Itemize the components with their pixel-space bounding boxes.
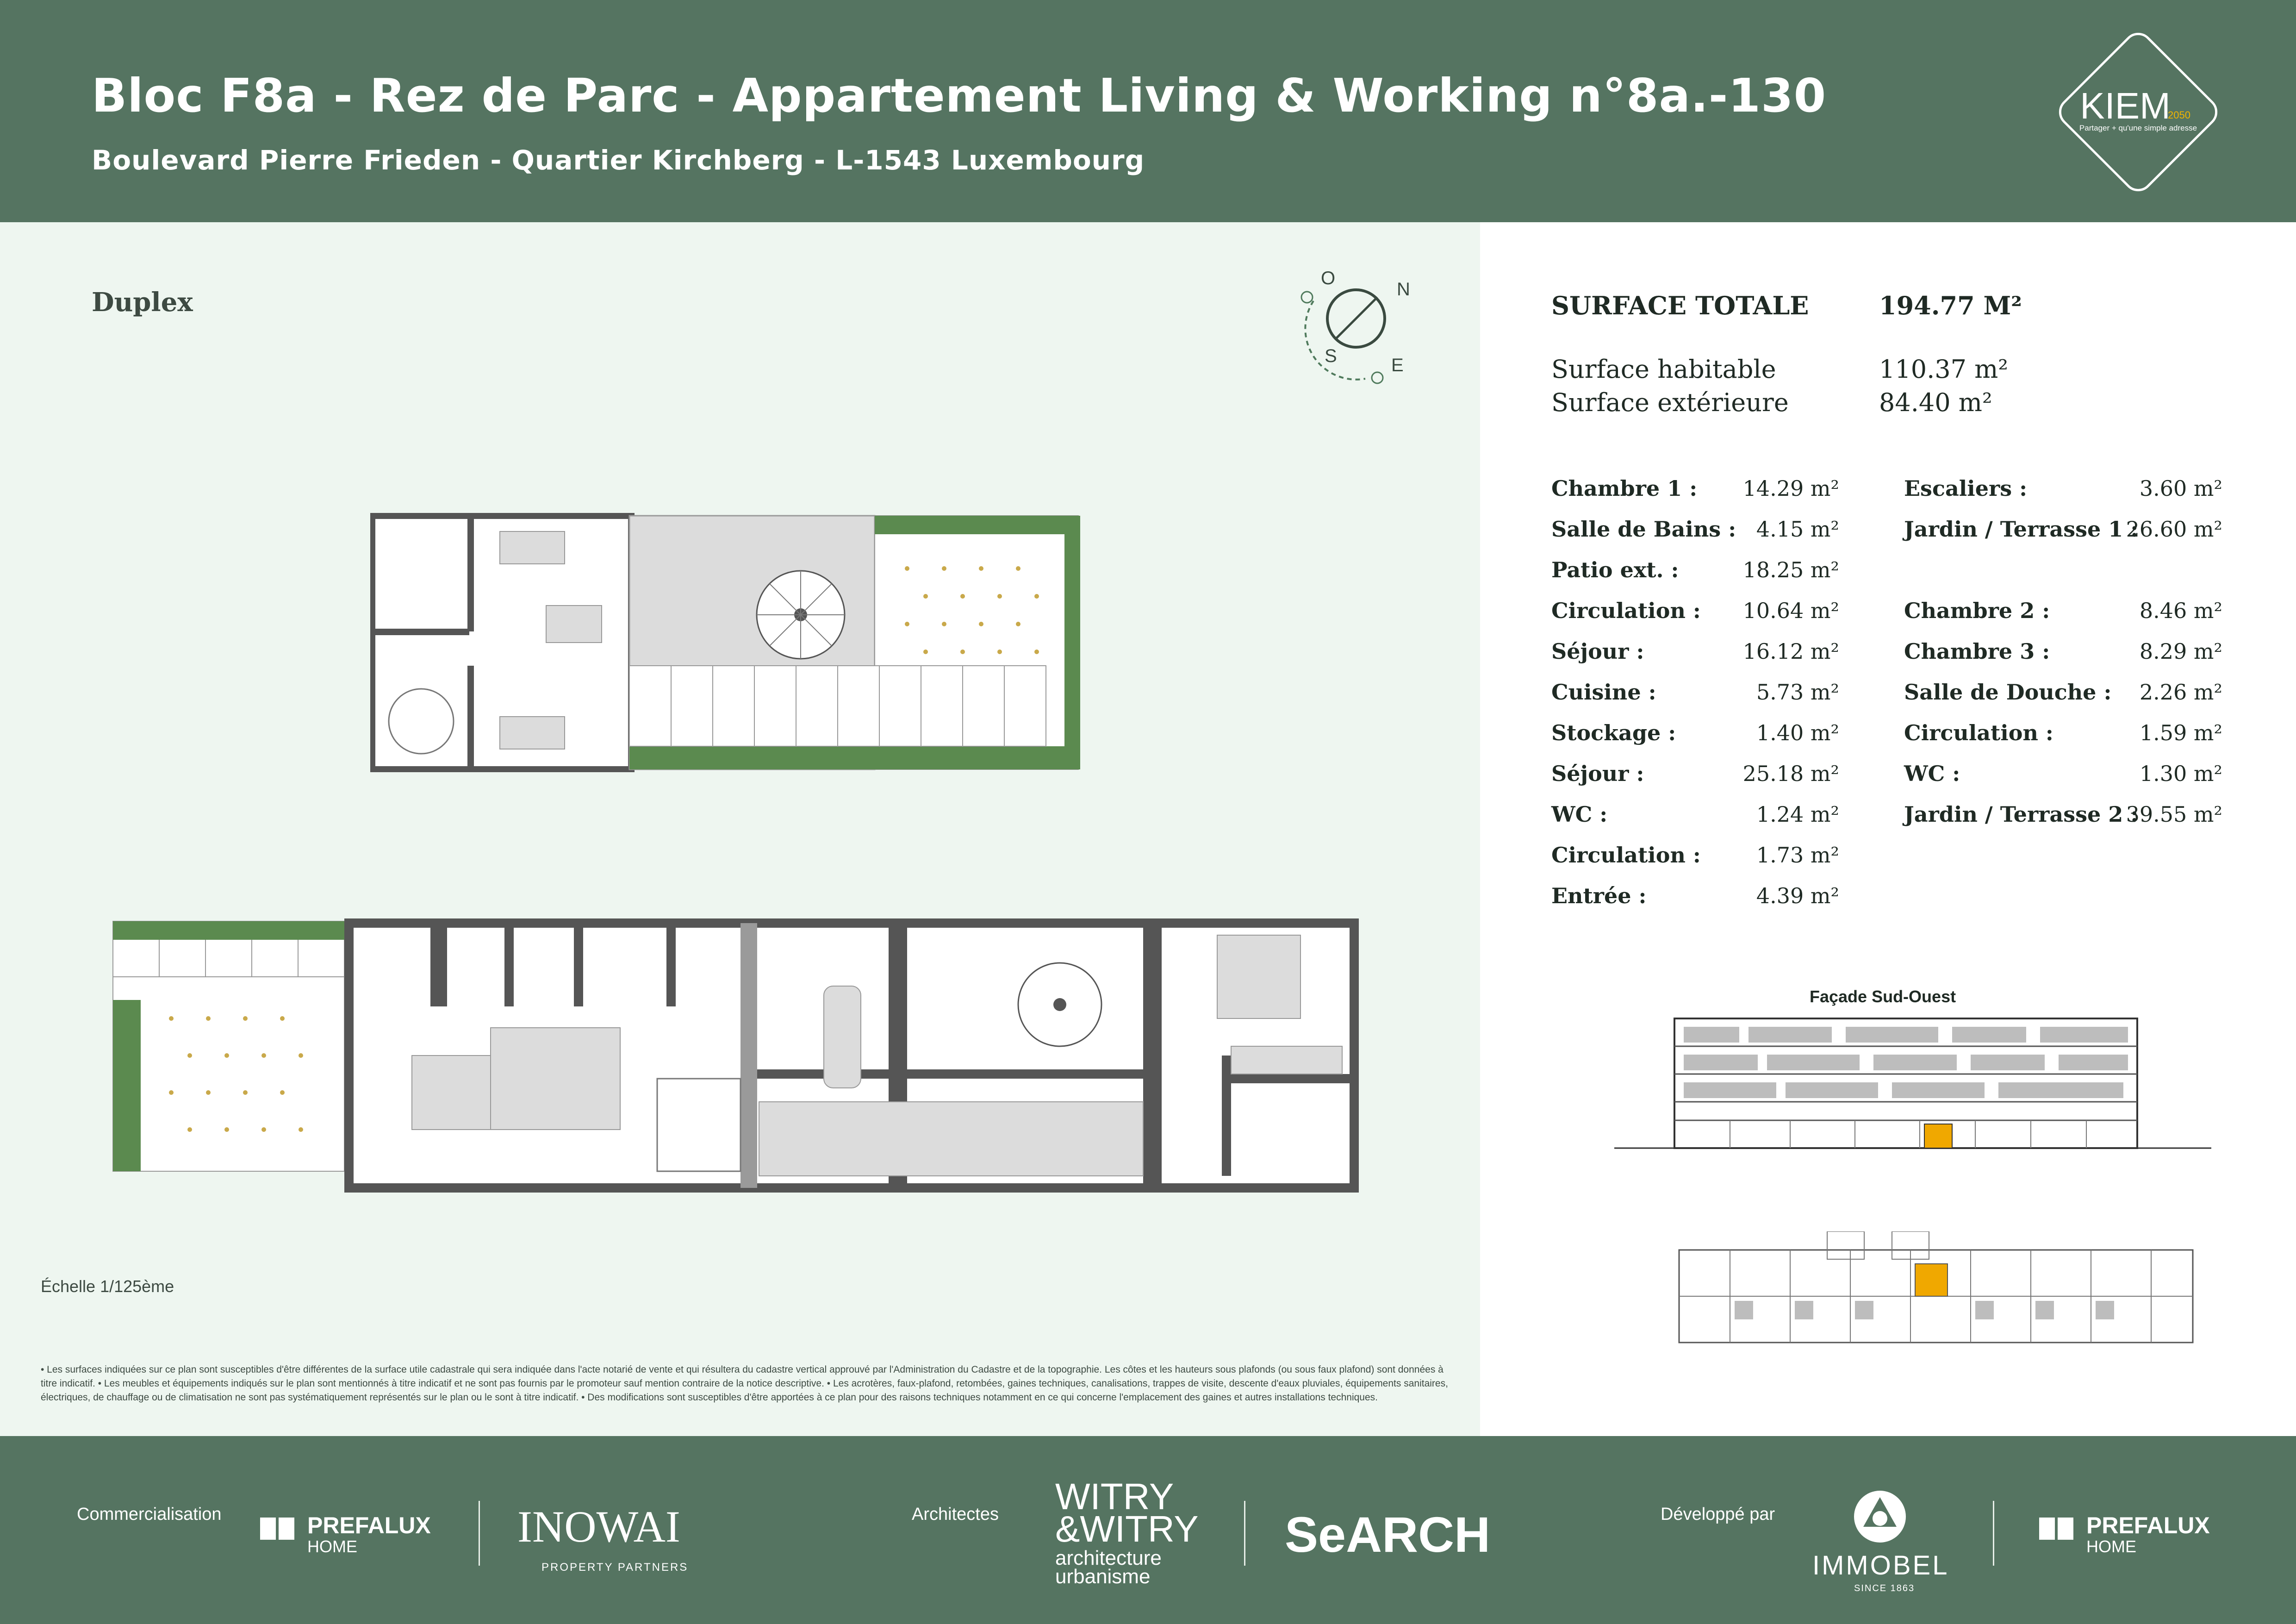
room-label: Séjour : bbox=[1551, 639, 1644, 664]
room-row bbox=[1551, 802, 1839, 831]
commercialisation-label: Commercialisation bbox=[77, 1505, 222, 1524]
footer-divider bbox=[1993, 1501, 1994, 1566]
room-value: 3.60 m² bbox=[2139, 476, 2222, 501]
developpe-label: Développé par bbox=[1661, 1505, 1775, 1524]
search-logo-text: SeARCH bbox=[1285, 1506, 1491, 1562]
architectes-label: Architectes bbox=[912, 1505, 999, 1524]
witry-logo-line1: WITRY bbox=[1055, 1476, 1174, 1517]
immobel-logo-sub: SINCE 1863 bbox=[1854, 1583, 1915, 1593]
compass-icon bbox=[1287, 269, 1425, 389]
inowai-logo-text: INOWAI bbox=[517, 1502, 680, 1551]
prefalux-logo-text: PREFALUX bbox=[307, 1512, 431, 1538]
room-value: 2.26 m² bbox=[2139, 680, 2222, 705]
room-row bbox=[1551, 680, 1839, 709]
room-value: 16.12 m² bbox=[1742, 639, 1839, 664]
facade-elevation bbox=[1614, 1009, 2211, 1162]
inowai-logo-sub: PROPERTY PARTNERS bbox=[541, 1561, 689, 1574]
room-value: 8.46 m² bbox=[2139, 598, 2222, 623]
immobel-logo-icon bbox=[1851, 1488, 1909, 1545]
immobel-logo-text: IMMOBEL bbox=[1812, 1550, 1949, 1580]
room-row bbox=[1904, 680, 2222, 709]
room-label: Circulation : bbox=[1904, 720, 2053, 745]
room-row bbox=[1904, 476, 2222, 506]
room-label: Jardin / Terrasse 1 : bbox=[1904, 517, 2139, 542]
lower-floor-plan bbox=[111, 917, 1361, 1204]
total-surface-label: SURFACE TOTALE bbox=[1551, 291, 1809, 320]
compass-north: N bbox=[1397, 279, 1410, 300]
prefalux-logo-text: PREFALUX bbox=[2086, 1512, 2210, 1538]
prefalux-logo-mark bbox=[2058, 1518, 2073, 1540]
room-value: 39.55 m² bbox=[2126, 802, 2222, 827]
site-plan bbox=[1674, 1231, 2202, 1347]
room-value: 1.59 m² bbox=[2139, 720, 2222, 745]
kiem-logo-text: KIEM bbox=[2080, 85, 2171, 126]
kiem-logo-tagline: Partager + qu'une simple adresse bbox=[2079, 124, 2197, 132]
room-label: Séjour : bbox=[1551, 761, 1644, 786]
kiem-logo-year: 2050 bbox=[2168, 109, 2190, 121]
habitable-surface-label: Surface habitable bbox=[1551, 355, 1776, 384]
page-title: Bloc F8a - Rez de Parc - Appartement Living & Working n°8a.-130 bbox=[92, 69, 1827, 123]
highlighted-unit-plan bbox=[1915, 1264, 1948, 1296]
room-label: Cuisine : bbox=[1551, 680, 1656, 705]
room-value: 10.64 m² bbox=[1742, 598, 1839, 623]
room-row bbox=[1904, 720, 2222, 750]
page-subtitle: Boulevard Pierre Frieden - Quartier Kirchberg - L-1543 Luxembourg bbox=[92, 144, 1145, 176]
upper-floor-plan bbox=[370, 513, 1088, 772]
footer-divider bbox=[479, 1501, 480, 1566]
room-row bbox=[1551, 598, 1839, 628]
prefalux-logo-mark bbox=[2039, 1518, 2055, 1540]
room-row bbox=[1551, 843, 1839, 872]
habitable-surface-value: 110.37 m² bbox=[1879, 355, 2008, 384]
room-label: WC : bbox=[1904, 761, 1960, 786]
kiem-logo bbox=[2047, 22, 2230, 202]
room-value: 4.39 m² bbox=[1756, 883, 1839, 908]
room-row bbox=[1904, 639, 2222, 668]
witry-logo-line2: &WITRY bbox=[1055, 1508, 1199, 1549]
compass-south: S bbox=[1325, 346, 1337, 366]
footer-bar bbox=[0, 1436, 2296, 1624]
room-label: Circulation : bbox=[1551, 598, 1701, 623]
room-value: 1.40 m² bbox=[1756, 720, 1839, 745]
room-row bbox=[1904, 802, 2222, 831]
prefalux-logo-sub: HOME bbox=[2086, 1537, 2136, 1556]
room-value: 25.18 m² bbox=[1742, 761, 1839, 786]
room-row bbox=[1551, 883, 1839, 913]
room-row bbox=[1551, 720, 1839, 750]
room-row bbox=[1551, 476, 1839, 506]
compass-east: E bbox=[1391, 355, 1404, 375]
room-label: Patio ext. : bbox=[1551, 557, 1679, 582]
room-row bbox=[1551, 517, 1839, 546]
prefalux-logo-sub: HOME bbox=[307, 1537, 357, 1556]
room-value: 8.29 m² bbox=[2139, 639, 2222, 664]
room-value: 4.15 m² bbox=[1756, 517, 1839, 542]
highlighted-unit bbox=[1924, 1124, 1952, 1148]
room-label: Salle de Douche : bbox=[1904, 680, 2112, 705]
room-value: 5.73 m² bbox=[1756, 680, 1839, 705]
room-row bbox=[1904, 517, 2222, 546]
compass-west: O bbox=[1321, 269, 1336, 288]
footer-divider bbox=[1244, 1501, 1245, 1566]
witry-logo-line4: urbanisme bbox=[1055, 1565, 1151, 1588]
room-label: Circulation : bbox=[1551, 843, 1701, 868]
header-bar bbox=[0, 0, 2296, 222]
room-row bbox=[1551, 761, 1839, 791]
room-label: Escaliers : bbox=[1904, 476, 2028, 501]
room-label: Chambre 1 : bbox=[1551, 476, 1698, 501]
room-row bbox=[1904, 761, 2222, 791]
room-row bbox=[1904, 598, 2222, 628]
room-label: WC : bbox=[1551, 802, 1608, 827]
room-value: 1.30 m² bbox=[2139, 761, 2222, 786]
exterior-surface-label: Surface extérieure bbox=[1551, 388, 1789, 417]
room-row bbox=[1551, 557, 1839, 587]
exterior-surface-value: 84.40 m² bbox=[1879, 388, 1992, 417]
scale-label: Échelle 1/125ème bbox=[41, 1277, 174, 1296]
room-value: 18.25 m² bbox=[1742, 557, 1839, 582]
info-panel bbox=[1480, 222, 2296, 1436]
room-label: Stockage : bbox=[1551, 720, 1676, 745]
plan-panel bbox=[0, 222, 1480, 1436]
prefalux-logo-mark bbox=[260, 1518, 276, 1540]
room-value: 26.60 m² bbox=[2126, 517, 2222, 542]
total-surface-value: 194.77 M² bbox=[1879, 291, 2022, 320]
room-label: Chambre 2 : bbox=[1904, 598, 2050, 623]
facade-title: Façade Sud-Ouest bbox=[1810, 987, 1956, 1006]
room-value: 1.24 m² bbox=[1756, 802, 1839, 827]
room-value: 1.73 m² bbox=[1756, 843, 1839, 868]
room-value: 14.29 m² bbox=[1742, 476, 1839, 501]
witry-logo-line3: architecture bbox=[1055, 1547, 1162, 1569]
room-label: Salle de Bains : bbox=[1551, 517, 1736, 542]
room-label: Chambre 3 : bbox=[1904, 639, 2050, 664]
room-label: Entrée : bbox=[1551, 883, 1647, 908]
room-row bbox=[1551, 639, 1839, 668]
prefalux-logo-mark bbox=[279, 1518, 294, 1540]
disclaimer-text: • Les surfaces indiquées sur ce plan sont susceptibles d'être différentes de la surface utile cadastrale qui sera indiquée dans l'acte notarié de vente et qui résultera du cadastre vertical approuvé par l'Administration du Cadastre et de la topographie. Les côtes et les hauteurs sous plafonds (ou sous faux plafond) sont données à titre indicatif. • Les meubles et équipements indiqués sur le plan sont mentionnés à titre indicatif et ne sont pas fournis par le promoteur sauf mention contraire de la notice descriptive. • Les acrotères, faux-plafond, retombées, gaines techniques, canalisations, trappes de visite, descente d'eaux pluviales, équipements sanitaires, électriques, de chauffage ou de climatisation ne sont pas systématiquement représentés sur le plan ou le sont à titre indicatif. • Des modifications sont susceptibles d'être apportées à ce plan pour des raisons techniques notamment en ce qui concerne l'emplacement des gaines et autres installations techniques. bbox=[41, 1364, 1448, 1403]
room-label: Jardin / Terrasse 2 : bbox=[1904, 802, 2139, 827]
plan-type-label: Duplex bbox=[92, 287, 193, 318]
